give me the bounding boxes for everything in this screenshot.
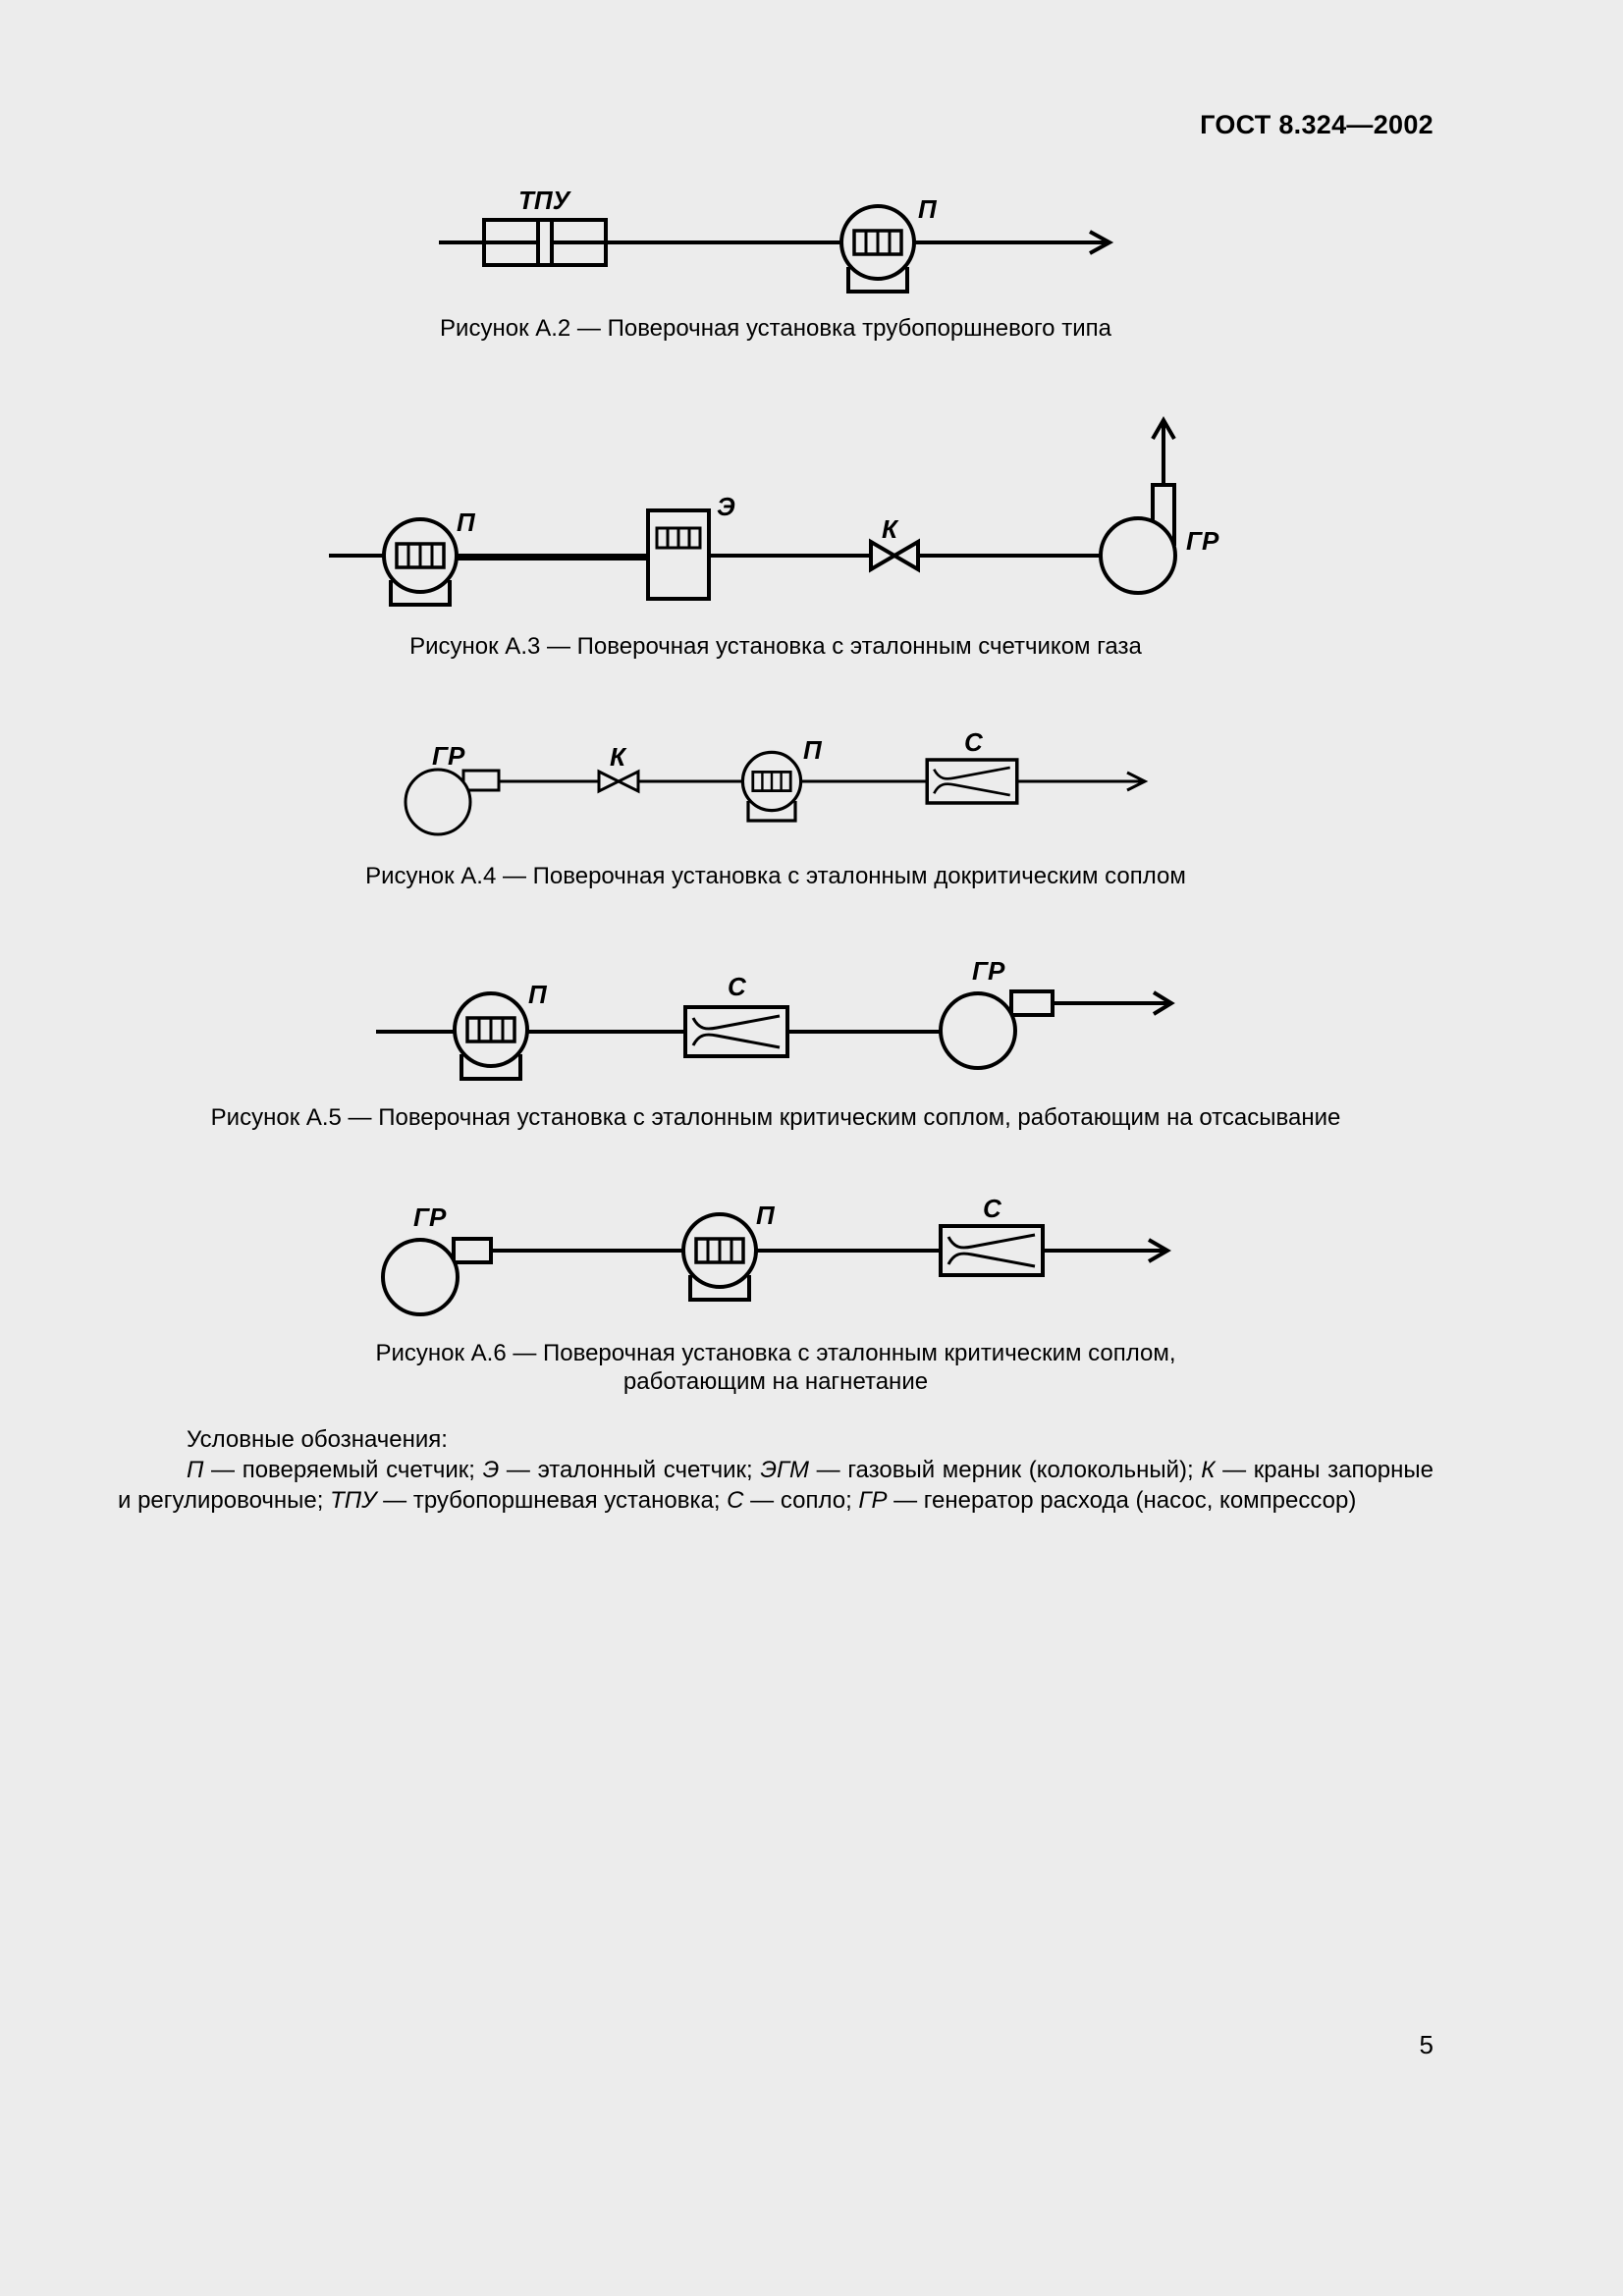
legend-abbr: Э [482, 1457, 500, 1483]
legend-desc: — генератор расхода (насос, компрессор) [887, 1487, 1357, 1514]
meter-label: П [528, 980, 547, 1009]
caption-figure-a4: Рисунок А.4 — Поверочная установка с эталонным докритическим соплом [365, 863, 1186, 889]
legend-desc: — сопло; [743, 1487, 859, 1514]
valve-label: К [610, 742, 625, 772]
figure-a2 [439, 186, 1109, 292]
valve-symbol [599, 772, 638, 791]
meter-symbol [384, 519, 457, 605]
flow-generator-symbol [1101, 420, 1175, 593]
flow-generator-symbol [406, 770, 499, 834]
figure-a6 [383, 1194, 1167, 1314]
legend-desc: — поверяемый счетчик; [203, 1457, 483, 1483]
document-header: ГОСТ 8.324—2002 [1200, 110, 1434, 139]
flow-generator-symbol [941, 991, 1053, 1068]
nozzle-label: С [983, 1194, 1001, 1223]
valve-symbol [871, 542, 918, 569]
caption-figure-a3: Рисунок А.3 — Поверочная установка с эталонным счетчиком газа [409, 633, 1142, 660]
reference-meter-symbol [648, 510, 709, 599]
nozzle-label: С [964, 727, 983, 757]
meter-symbol [742, 752, 800, 821]
legend-text [118, 1455, 1434, 1516]
meter-label: П [803, 735, 822, 765]
reference-meter-label: Э [717, 492, 735, 521]
legend-desc: — эталонный счетчик; [499, 1457, 761, 1483]
meter-symbol [841, 206, 914, 292]
caption-figure-a6-line1: Рисунок А.6 — Поверочная установка с эталонным критическим соплом, [375, 1340, 1176, 1366]
nozzle-symbol [927, 760, 1017, 803]
legend-desc: — газовый мерник (колокольный); [809, 1457, 1202, 1483]
flow-generator-symbol [383, 1239, 491, 1314]
legend [118, 1424, 1434, 1516]
caption-figure-a5: Рисунок А.5 — Поверочная установка с эталонным критическим соплом, работающим на отсасывание [210, 1104, 1341, 1131]
legend-abbr: ЭГМ [760, 1457, 810, 1483]
legend-abbr: ТПУ [330, 1487, 377, 1514]
meter-label: П [457, 507, 475, 537]
nozzle-symbol [941, 1226, 1043, 1275]
page-number: 5 [1419, 2030, 1434, 2059]
caption-figure-a6-line2: работающим на нагнетание [622, 1368, 929, 1395]
nozzle-symbol [685, 1007, 787, 1056]
meter-symbol [455, 993, 527, 1079]
flow-generator-label: ГР [432, 741, 465, 771]
meter-symbol [683, 1214, 756, 1300]
legend-desc: — трубопоршневая установка; [376, 1487, 728, 1514]
legend-abbr: К [1201, 1457, 1216, 1483]
flow-generator-label: ГР [413, 1202, 447, 1232]
legend-title: Условные обозначения: [187, 1426, 448, 1453]
caption-figure-a2: Рисунок А.2 — Поверочная установка трубопоршневого типа [440, 315, 1111, 342]
valve-label: К [882, 514, 897, 544]
meter-label: П [918, 194, 937, 224]
flow-generator-label: ГР [972, 956, 1005, 986]
figure-a5 [376, 956, 1171, 1079]
figure-a3 [329, 420, 1219, 605]
legend-abbr: ГР [858, 1487, 888, 1514]
tpu-symbol [484, 220, 606, 265]
legend-abbr: П [187, 1457, 204, 1483]
legend-abbr: С [727, 1487, 744, 1514]
legend-desc: — краны запорные и регулировочные; [118, 1457, 1434, 1514]
flow-generator-label: ГР [1186, 526, 1219, 556]
tpu-label: ТПУ [518, 186, 570, 215]
figure-a4 [406, 727, 1145, 834]
meter-label: П [756, 1201, 775, 1230]
nozzle-label: С [728, 972, 746, 1001]
